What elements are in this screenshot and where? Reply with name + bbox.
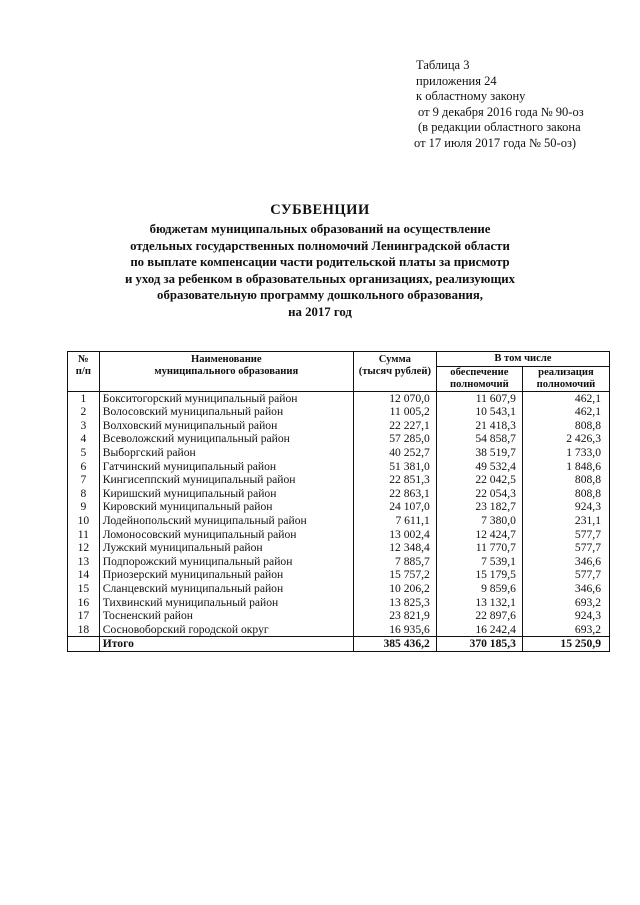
table-row bbox=[68, 596, 610, 610]
row-provision: 21 418,3 bbox=[436, 419, 522, 433]
row-sum: 15 757,2 bbox=[353, 568, 436, 582]
row-sum: 23 821,9 bbox=[353, 609, 436, 623]
total-row-sum: 385 436,2 bbox=[353, 637, 436, 652]
table-row bbox=[68, 500, 610, 514]
table-row bbox=[68, 555, 610, 569]
row-sum: 57 285,0 bbox=[353, 432, 436, 446]
table-row bbox=[68, 514, 610, 528]
row-name: Приозерский муниципальный район bbox=[99, 568, 353, 582]
row-number: 14 bbox=[68, 568, 100, 582]
row-provision: 15 179,5 bbox=[436, 568, 522, 582]
row-implementation: 577,7 bbox=[522, 568, 609, 582]
row-name: Волосовский муниципальный район bbox=[99, 405, 353, 419]
row-sum: 24 107,0 bbox=[353, 500, 436, 514]
row-provision: 16 242,4 bbox=[436, 623, 522, 637]
table-row bbox=[68, 446, 610, 460]
row-sum: 40 252,7 bbox=[353, 446, 436, 460]
header-sum: Сумма (тысяч рублей) bbox=[353, 352, 436, 392]
row-provision: 11 607,9 bbox=[436, 391, 522, 405]
row-provision: 49 532,4 bbox=[436, 460, 522, 474]
row-number: 16 bbox=[68, 596, 100, 610]
reference-line: к областному закону bbox=[416, 89, 526, 103]
title-line: и уход за ребенком в образовательных организациях, реализующих bbox=[124, 271, 516, 286]
row-implementation: 2 426,3 bbox=[522, 432, 609, 446]
row-number: 12 bbox=[68, 541, 100, 555]
row-number: 4 bbox=[68, 432, 100, 446]
row-name: Киришский муниципальный район bbox=[99, 487, 353, 501]
row-provision: 7 539,1 bbox=[436, 555, 522, 569]
row-number: 8 bbox=[68, 487, 100, 501]
table-row bbox=[68, 623, 610, 637]
row-name: Кингисеппский муниципальный район bbox=[99, 473, 353, 487]
row-number: 2 bbox=[68, 405, 100, 419]
row-sum: 22 227,1 bbox=[353, 419, 436, 433]
row-sum: 22 851,3 bbox=[353, 473, 436, 487]
row-number: 3 bbox=[68, 419, 100, 433]
header-number: № п/п bbox=[68, 352, 100, 392]
total-row-name: Итого bbox=[99, 637, 353, 652]
total-row-provision: 370 185,3 bbox=[436, 637, 522, 652]
total-row bbox=[68, 637, 610, 652]
reference-line: от 9 декабря 2016 года № 90-оз bbox=[418, 104, 584, 119]
title-line: по выплате компенсации части родительской платы за присмотр bbox=[130, 255, 510, 269]
row-implementation: 693,2 bbox=[522, 596, 609, 610]
row-number: 18 bbox=[68, 623, 100, 637]
row-sum: 12 070,0 bbox=[353, 391, 436, 405]
table-row bbox=[68, 609, 610, 623]
row-implementation: 693,2 bbox=[522, 623, 609, 637]
table-row bbox=[68, 432, 610, 446]
row-name: Тосненский район bbox=[99, 609, 353, 623]
header-provision: обеспечение полномочий bbox=[436, 366, 522, 391]
row-provision: 22 054,3 bbox=[436, 487, 522, 501]
table-row bbox=[68, 487, 610, 501]
row-number: 9 bbox=[68, 500, 100, 514]
row-name: Ломоносовский муниципальный район bbox=[99, 528, 353, 542]
row-provision: 9 859,6 bbox=[436, 582, 522, 596]
row-sum: 7 611,1 bbox=[353, 514, 436, 528]
table-row bbox=[68, 568, 610, 582]
table-row bbox=[68, 405, 610, 419]
reference-line: Таблица 3 bbox=[416, 58, 470, 72]
row-number: 13 bbox=[68, 555, 100, 569]
title-line: на 2017 год bbox=[288, 304, 352, 319]
row-provision: 23 182,7 bbox=[436, 500, 522, 514]
row-number: 7 bbox=[68, 473, 100, 487]
row-implementation: 462,1 bbox=[522, 405, 609, 419]
row-provision: 12 424,7 bbox=[436, 528, 522, 542]
header-including: В том числе bbox=[436, 352, 609, 367]
row-name: Подпорожский муниципальный район bbox=[99, 555, 353, 569]
table-row bbox=[68, 391, 610, 405]
table-row bbox=[68, 473, 610, 487]
table-row bbox=[68, 541, 610, 555]
row-provision: 38 519,7 bbox=[436, 446, 522, 460]
row-name: Лодейнопольский муниципальный район bbox=[99, 514, 353, 528]
row-number: 11 bbox=[68, 528, 100, 542]
title-main: СУБВЕНЦИИ bbox=[270, 202, 370, 218]
title-line: образовательную программу дошкольного образования, bbox=[157, 288, 483, 302]
total-row-number bbox=[68, 637, 100, 652]
subsidies-table bbox=[67, 351, 610, 652]
row-implementation: 808,8 bbox=[522, 473, 609, 487]
row-implementation: 346,6 bbox=[522, 555, 609, 569]
row-sum: 51 381,0 bbox=[353, 460, 436, 474]
row-provision: 7 380,0 bbox=[436, 514, 522, 528]
row-name: Выборгский район bbox=[99, 446, 353, 460]
row-number: 5 bbox=[68, 446, 100, 460]
row-sum: 13 825,3 bbox=[353, 596, 436, 610]
row-provision: 22 897,6 bbox=[436, 609, 522, 623]
document-title bbox=[0, 202, 640, 320]
row-number: 10 bbox=[68, 514, 100, 528]
row-provision: 11 770,7 bbox=[436, 541, 522, 555]
row-implementation: 1 733,0 bbox=[522, 446, 609, 460]
row-sum: 7 885,7 bbox=[353, 555, 436, 569]
row-implementation: 924,3 bbox=[522, 609, 609, 623]
row-implementation: 577,7 bbox=[522, 541, 609, 555]
row-name: Гатчинский муниципальный район bbox=[99, 460, 353, 474]
row-sum: 16 935,6 bbox=[353, 623, 436, 637]
table-row bbox=[68, 582, 610, 596]
row-number: 15 bbox=[68, 582, 100, 596]
row-implementation: 924,3 bbox=[522, 500, 609, 514]
row-provision: 54 858,7 bbox=[436, 432, 522, 446]
row-name: Кировский муниципальный район bbox=[99, 500, 353, 514]
row-sum: 10 206,2 bbox=[353, 582, 436, 596]
row-provision: 13 132,1 bbox=[436, 596, 522, 610]
title-line: бюджетам муниципальных образований на осуществление bbox=[149, 222, 491, 236]
row-number: 17 bbox=[68, 609, 100, 623]
table-row bbox=[68, 528, 610, 542]
row-name: Бокситогорский муниципальный район bbox=[99, 391, 353, 405]
row-sum: 11 005,2 bbox=[353, 405, 436, 419]
row-sum: 22 863,1 bbox=[353, 487, 436, 501]
reference-line: от 17 июля 2017 года № 50-оз) bbox=[414, 135, 577, 150]
title-line: отдельных государственных полномочий Ленинградской области bbox=[130, 238, 510, 253]
row-implementation: 462,1 bbox=[522, 391, 609, 405]
total-row-implementation: 15 250,9 bbox=[522, 637, 609, 652]
row-implementation: 577,7 bbox=[522, 528, 609, 542]
header-name: Наименование муниципального образования bbox=[99, 352, 353, 392]
row-name: Сланцевский муниципальный район bbox=[99, 582, 353, 596]
row-implementation: 1 848,6 bbox=[522, 460, 609, 474]
row-name: Лужский муниципальный район bbox=[99, 541, 353, 555]
row-sum: 12 348,4 bbox=[353, 541, 436, 555]
row-name: Волховский муниципальный район bbox=[99, 419, 353, 433]
table-body bbox=[68, 391, 610, 651]
row-implementation: 346,6 bbox=[522, 582, 609, 596]
row-number: 1 bbox=[68, 391, 100, 405]
row-implementation: 231,1 bbox=[522, 514, 609, 528]
row-sum: 13 002,4 bbox=[353, 528, 436, 542]
row-implementation: 808,8 bbox=[522, 419, 609, 433]
row-number: 6 bbox=[68, 460, 100, 474]
row-name: Тихвинский муниципальный район bbox=[99, 596, 353, 610]
row-name: Сосновоборский городской округ bbox=[99, 623, 353, 637]
row-name: Всеволожский муниципальный район bbox=[99, 432, 353, 446]
row-implementation: 808,8 bbox=[522, 487, 609, 501]
row-provision: 22 042,5 bbox=[436, 473, 522, 487]
header-implementation: реализация полномочий bbox=[522, 366, 609, 391]
reference-line: приложения 24 bbox=[416, 73, 497, 88]
table-reference bbox=[414, 58, 584, 151]
row-provision: 10 543,1 bbox=[436, 405, 522, 419]
table-row bbox=[68, 419, 610, 433]
reference-line: (в редакции областного закона bbox=[418, 120, 581, 134]
table-row bbox=[68, 460, 610, 474]
